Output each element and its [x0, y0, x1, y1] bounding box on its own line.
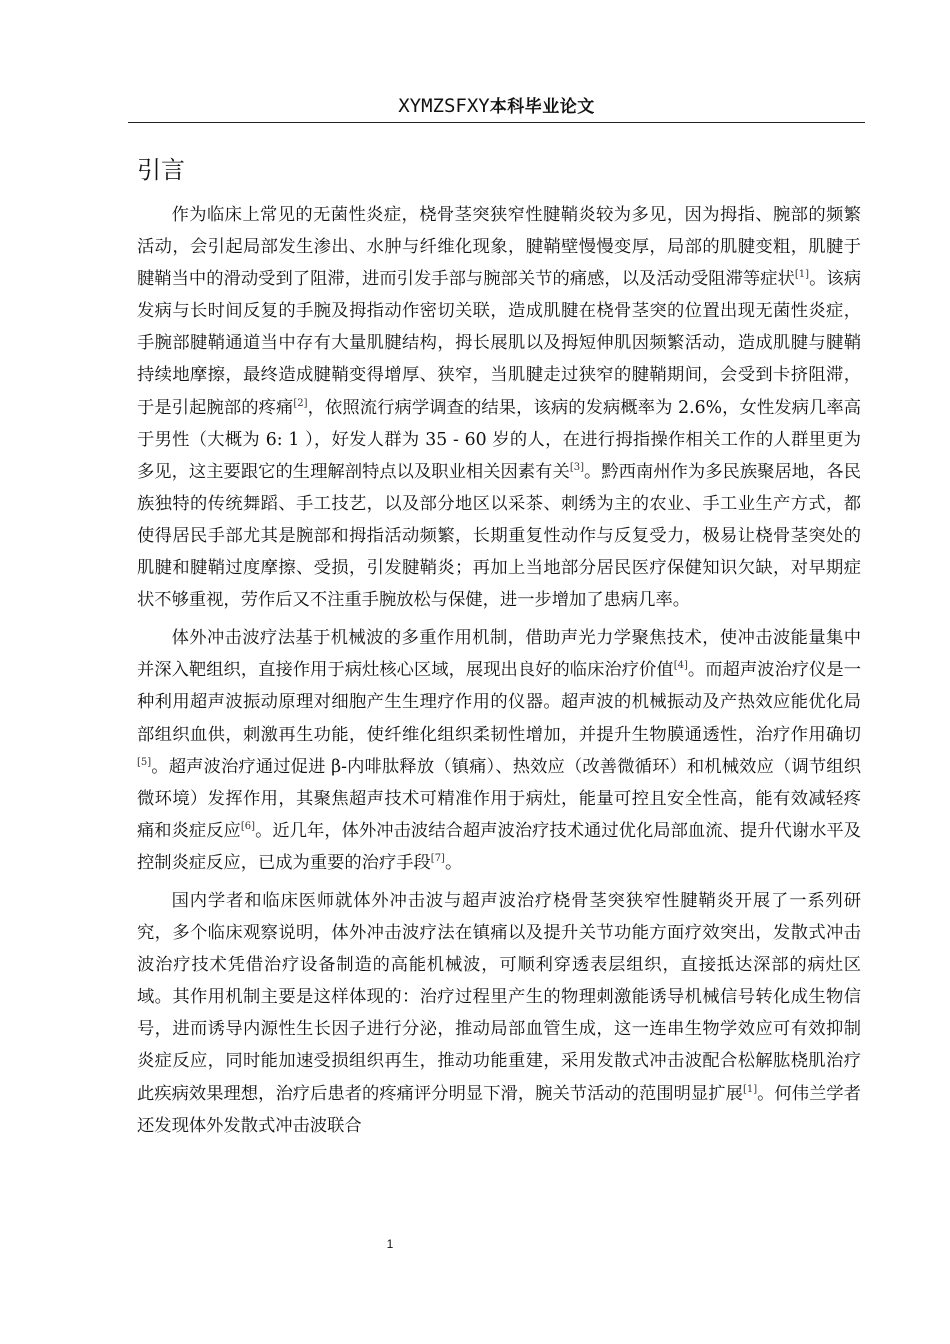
text-segment: 作为临床上常见的无菌性炎症，桡骨茎突狭窄性腱鞘炎较为多见，因为拇指、腕部的频繁活动，会引起局部发生渗出、水肿与纤维化现象，腱鞘壁慢慢变厚，局部的肌腱变粗，肌腱于腱鞘当中的滑动受到了阻滞，进而引发手部与腕部关节的痛感，以及活动受阻滞等症状 — [137, 205, 861, 290]
page-number: 1 — [386, 1237, 394, 1251]
text-segment: 体外冲击波疗法基于机械波的多重作用机制，借助声光力学聚焦技术，使冲击波能量集中并深入靶组织，直接作用于病灶核心区域，展现出良好的临床治疗价值 — [137, 628, 861, 681]
header-prefix: XYMZSFXY — [398, 95, 490, 117]
paragraph-3 — [137, 885, 861, 1142]
citation-ref: [6] — [240, 820, 256, 832]
text-segment: 。近几年，体外冲击波结合超声波治疗技术通过优化局部血流、提升代谢水平及控制炎症反应，已成为重要的治疗手段 — [137, 820, 861, 873]
text-segment: 。超声波治疗通过促进 β-内啡肽释放（镇痛）、热效应（改善微循环）和机械效应（调节组织微环境）发挥作用，其聚焦超声技术可精准作用于病灶，能量可控且安全性高，能有效减轻疼痛和炎症反应 — [137, 756, 861, 841]
section-title: 引言 — [137, 156, 185, 184]
citation-ref: [1] — [794, 269, 810, 281]
citation-ref: [7] — [430, 852, 445, 864]
text-segment: 国内学者和临床医师就体外冲击波与超声波治疗桡骨茎突狭窄性腱鞘炎开展了一系列研究，多个临床观察说明，体外冲击波疗法在镇痛以及提升关节功能方面疗效突出，发散式冲击波治疗技术凭借治疗设备制造的高能机械波，可顺利穿透表层组织，直接抵达深部的病灶区域。其作用机制主要是这样体现的：治疗过程里产生的物理刺激能诱导机械信号转化成生物信号，进而诱导内源性生长因子进行分泌，推动局部血管生成，这一连串生物学效应可有效抑制炎症反应，同时能加速受损组织再生，推动功能重建，采用发散式冲击波配合松解肱桡肌治疗此疾病效果理想，治疗后患者的疼痛评分明显下滑，腕关节活动的范围明显扩展 — [137, 890, 861, 1104]
text-segment: ，依照流行病学调查的结果，该病的发病概率为 2.6%，女性发病几率高于男性（大概为 6: 1 ），好发人群为 35 - 60 岁的人，在进行拇指操作相关工作的人群里更为多见，这主要跟它的生理解剖特点以及职业相关因素有关 — [137, 397, 861, 482]
page-header — [128, 92, 865, 123]
text-segment: 。该病发病与长时间反复的手腕及拇指动作密切关联，造成肌腱在桡骨茎突的位置出现无菌性炎症，手腕部腱鞘通道当中存有大量肌腱结构，拇长展肌以及拇短伸肌因频繁活动，造成肌腱与腱鞘持续地摩擦，最终造成腱鞘变得增厚、狭窄，当肌腱走过狭窄的腱鞘期间，会受到卡挤阻滞，于是引起腕部的疼痛 — [137, 269, 861, 418]
paragraph-2 — [137, 622, 861, 879]
citation-ref: [5] — [137, 756, 152, 768]
body-text — [137, 199, 861, 1142]
citation-ref: [3] — [569, 461, 584, 473]
citation-ref: [2] — [293, 397, 308, 409]
text-segment: 。黔西南州作为多民族聚居地，各民族独特的传统舞蹈、手工技艺，以及部分地区以采茶、刺绣为主的农业、手工业生产方式，都使得居民手部尤其是腕部和拇指活动频繁，长期重复性动作与反复受力，极易让桡骨茎突处的肌腱和腱鞘过度摩擦、受损，引发腱鞘炎；再加上当地部分居民医疗保健知识欠缺，对早期症状不够重视，劳作后又不注重手腕放松与保健，进一步增加了患病几率。 — [137, 461, 861, 611]
text-segment: 。而超声波治疗仪是一种利用超声波振动原理对细胞产生生理疗作用的仪器。超声波的机械振动及产热效应能优化局部组织血供，刺激再生功能，使纤维化组织柔韧性增加，并提升生物膜通透性，治疗作用确切 — [137, 660, 861, 745]
text-segment: 。何伟兰学者还发现体外发散式冲击波联合 — [137, 1083, 861, 1136]
citation-ref: [4] — [673, 660, 688, 672]
citation-ref: [1] — [742, 1083, 758, 1095]
header-title: 本科毕业论文 — [489, 97, 595, 117]
text-segment: 。 — [444, 852, 463, 873]
paragraph-1 — [137, 199, 861, 616]
